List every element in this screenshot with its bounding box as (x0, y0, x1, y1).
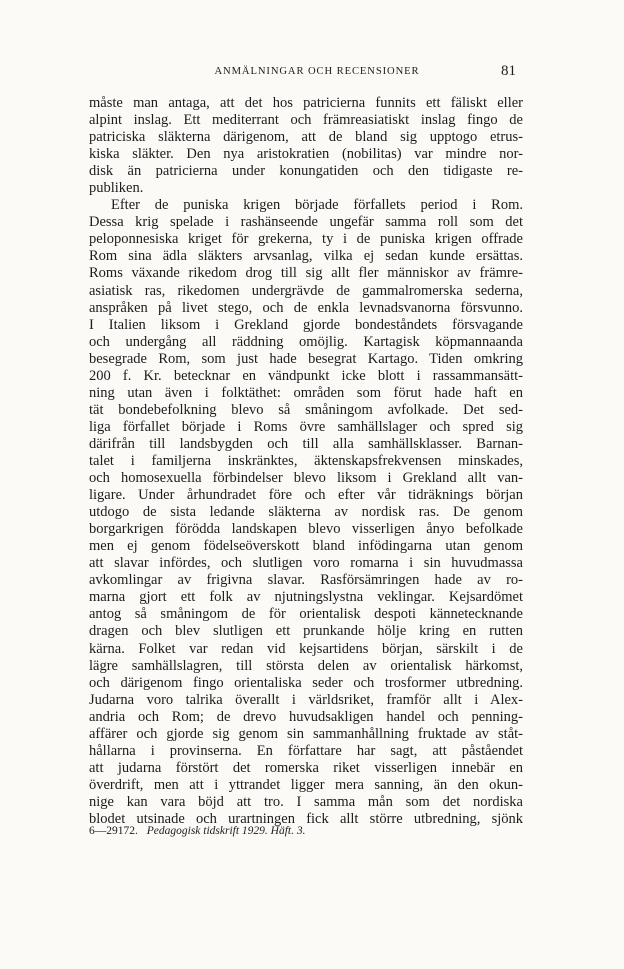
page-footer (89, 825, 306, 837)
text-line: därifrån till landsbygden och till alla samhällsklasser. Barnan- (89, 435, 523, 452)
text-line: kärna. Folket var redan vid kejsartidens början, särskilt i de (89, 640, 523, 657)
text-line: nige kan vara böjd att tro. I samma mån som det nordiska (89, 793, 523, 810)
text-line: besegrade Rom, som just hade besegrat Kartago. Tiden omkring (89, 350, 523, 367)
text-line: Rom sina ädla släkters arvsanlag, vilka ej sedan kunde ersättas. (89, 248, 523, 265)
body-text (89, 95, 523, 828)
text-line: patriciska släkterna därigenom, att de bland sig upptogo etrus- (89, 129, 523, 146)
text-line: hållarna i provinserna. En författare har sagt, att påståendet (89, 742, 523, 759)
text-line: peloponnesiska kriget för grekerna, ty i de puniska krigen offrade (89, 231, 523, 248)
text-line: Dessa krig spelade i rashänseende ungefär samma roll som det (89, 214, 523, 231)
text-line: marna gjort ett folk av njutningslystna veklingar. Kejsardömet (89, 589, 523, 606)
text-line: och därigenom fingo orientaliska seder och trosformer utbredning. (89, 674, 523, 691)
text-line: 200 f. Kr. betecknar en vändpunkt icke blott i rassammansätt- (89, 367, 523, 384)
text-line: talet i familjerna inskränktes, äktenskapsfrekvensen minskades, (89, 452, 523, 469)
text-line: blodet utsinade och urartningen fick allt större utbredning, sjönk (89, 810, 523, 827)
text-line: andria och Rom; de drevo huvudsakligen handel och penning- (89, 708, 523, 725)
text-line: ligare. Under århundradet före och efter vår tidräknings början (89, 487, 523, 504)
text-line: att slavar infördes, och slutligen voro romarna i sin huvudmassa (89, 555, 523, 572)
footer-journal: Pedagogisk tidskrift 1929. Häft. 3. (146, 825, 306, 837)
text-line: ning utan även i folktäthet: områden som förut hade haft en (89, 384, 523, 401)
page-number: 81 (501, 63, 516, 79)
text-line: att judarna förstört det romerska riket visserligen innebär en (89, 759, 523, 776)
text-line: kiska släkter. Den nya aristokratien (nobilitas) var mindre nor- (89, 146, 523, 163)
text-line: anspråken på livet stego, och de enkla levnadsvanorna försvunno. (89, 299, 523, 316)
text-line: I Italien liksom i Grekland gjorde bondeståndets försvagande (89, 316, 523, 333)
text-line: Roms växande rikedom drog till sig allt fler människor av främre- (89, 265, 523, 282)
text-line: borgarkrigen förödda landskapen blevo visserligen ånyo befolkade (89, 521, 523, 538)
text-line: avkomlingar av frigivna slavar. Rasförsämringen hade av ro- (89, 572, 523, 589)
text-line: affärer och gjorde sig genom sin sammanhållning fruktade av ståt- (89, 725, 523, 742)
text-line: liga förfallet började i Roms övre samhällslager och spred sig (89, 418, 523, 435)
text-line: antog så småningom de för orientalisk despoti kännetecknande (89, 606, 523, 623)
text-line: Judarna voro talrika överallt i världsriket, framför allt i Alex- (89, 691, 523, 708)
text-line: alpint inslag. Ett mediterrant och främreasiatiskt inslag fingo de (89, 112, 523, 129)
footer-signature: 6—29172. (89, 825, 138, 837)
text-line: dragen och blev slutligen ett prunkande hölje kring en rutten (89, 623, 523, 640)
running-head: ANMÄLNINGAR OCH RECENSIONER (214, 66, 420, 77)
text-line: Efter de puniska krigen började förfallets period i Rom. (111, 197, 523, 214)
text-line: lägre samhällslagren, till största delen av orientalisk härkomst, (89, 657, 523, 674)
text-line: men ej genom födelseöverskott bland infödingarna utan genom (89, 538, 523, 555)
text-line: måste man antaga, att det hos patricierna funnits ett fäliskt eller (89, 95, 523, 111)
page-header (118, 63, 516, 82)
text-line: asiatisk ras, rikedomen undergrävde de gammalromerska sederna, (89, 282, 523, 299)
text-line: och homosexuella förbindelser blevo liksom i Grekland allt van- (89, 470, 523, 487)
text-line: överdrift, men att i yttrandet ligger mera sanning, än den okun- (89, 776, 523, 793)
text-line: tät bondebefolkning blevo så småningom avfolkade. Det sed- (89, 401, 523, 418)
text-line: publiken. (89, 180, 144, 197)
text-line: utdogo de sista ledande släkterna av nordisk ras. De genom (89, 504, 523, 521)
text-line: disk än patricierna under konungatiden och den tidigaste re- (89, 163, 523, 180)
text-line: och undergång all räddning omöjlig. Kartagisk köpmannaanda (89, 333, 523, 350)
